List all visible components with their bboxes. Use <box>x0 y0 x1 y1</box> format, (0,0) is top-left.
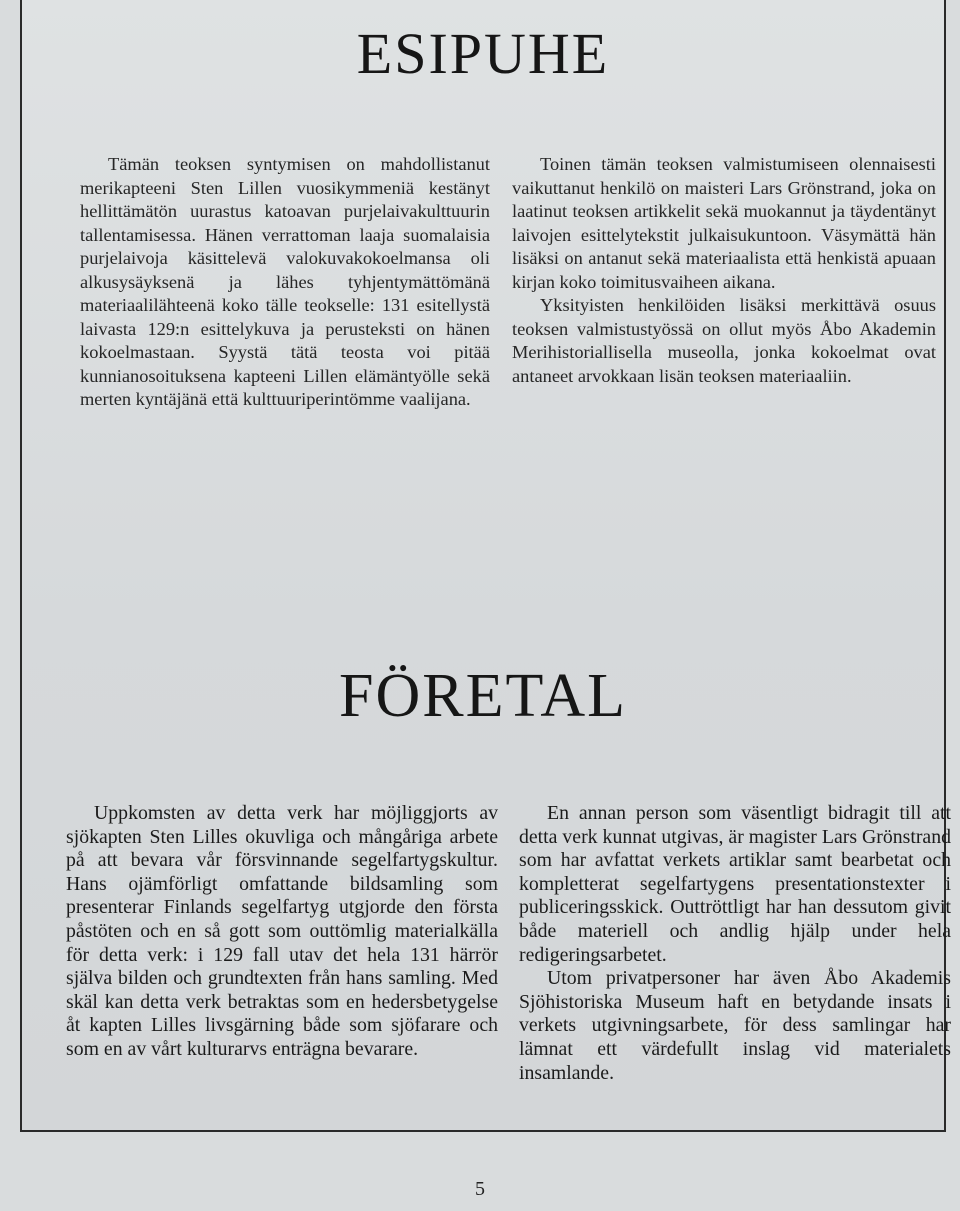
esipuhe-paragraph-3: Yksityisten henkilöiden lisäksi merkittävä osuus teoksen valmistustyössä on ollut myös Åbo Akademin Merihistoriallisella museolla, jonka kokoelmat ovat antaneet arvokkaan lisän teoksen materiaaliin. <box>512 295 936 386</box>
esipuhe-paragraph-1: Tämän teoksen syntymisen on mahdollistanut merikapteeni Sten Lillen vuosikymmeniä kestänyt hellittämätön uurastus katoavan purjelaivakulttuurin tallentamisessa. Hänen verrattoman laaja suomalaisia purjelaivoja käsittelevä valokuvakokoelmansa oli alkusysäyksenä ja lähes tyhjentymättömänä materiaalilähteenä koko tälle teokselle: 131 esitellystä laivasta 129:n esittelykuva ja perusteksti on hänen kokoelmastaan. Syystä tätä teosta voi pitää kunnianosoituksena kapteeni Lillen elämäntyölle sekä merten kyntäjänä että kulttuuriperintömme vaalijana. <box>80 154 490 409</box>
esipuhe-paragraph-2: Toinen tämän teoksen valmistumiseen olennaisesti vaikuttanut henkilö on maisteri Lars Grönstrand, joka on laatinut teoksen artikkelit sekä muokannut ja täydentänyt laivojen esittelytekstit julkaisukuntoon. Väsymättä hän lisäksi on antanut sekä materiaalista että henkistä apuaan kirjan koko toimitusvaiheen aikana. <box>512 154 936 292</box>
foretal-left-column <box>66 802 498 1062</box>
esipuhe-left-column <box>80 153 490 412</box>
page-frame <box>20 0 951 1132</box>
foretal-paragraph-3: Utom privatpersoner har även Åbo Akademis Sjöhistoriska Museum haft en betydande insats i verkets utgivningsarbete, för dess samlingar har lämnat ett värdefullt inslag vid materialets insamlande. <box>519 967 951 1084</box>
page-number: 5 <box>475 1178 485 1200</box>
foretal-right-column <box>519 802 951 1085</box>
foretal-paragraph-1: Uppkomsten av detta verk har möjliggjorts av sjökapten Sten Lilles okuvliga och mångåriga arbete på att bevara vår försvinnande segelfartygskultur. Hans ojämförligt omfattande bildsamling som presenterar Finlands segelfartyg utgjorde den första påstöten och en så gott som outtömlig materialkälla för detta verk: i 129 fall utav det hela 131 härrör själva bilden och grundtexten från hans samling. Med skäl kan detta verk betraktas som en hedersbetygelse åt kapten Lilles livsgärning både som sjöfarare och som en av vårt kulturarvs enträgna bevarare. <box>66 802 498 1060</box>
foretal-heading: FÖRETAL <box>338 662 628 730</box>
foretal-paragraph-2: En annan person som väsentligt bidragit till att detta verk kunnat utgivas, är magister Lars Grönstrand som har avfattat verkets artiklar samt bearbetat och kompletterat segelfartygens presentationstexter i publiceringsskick. Outtröttligt har han dessutom givit både materiell och andlig hjälp under hela redigeringsarbetet. <box>519 802 951 966</box>
esipuhe-heading: ESIPUHE <box>356 21 610 86</box>
esipuhe-right-column <box>512 153 936 388</box>
